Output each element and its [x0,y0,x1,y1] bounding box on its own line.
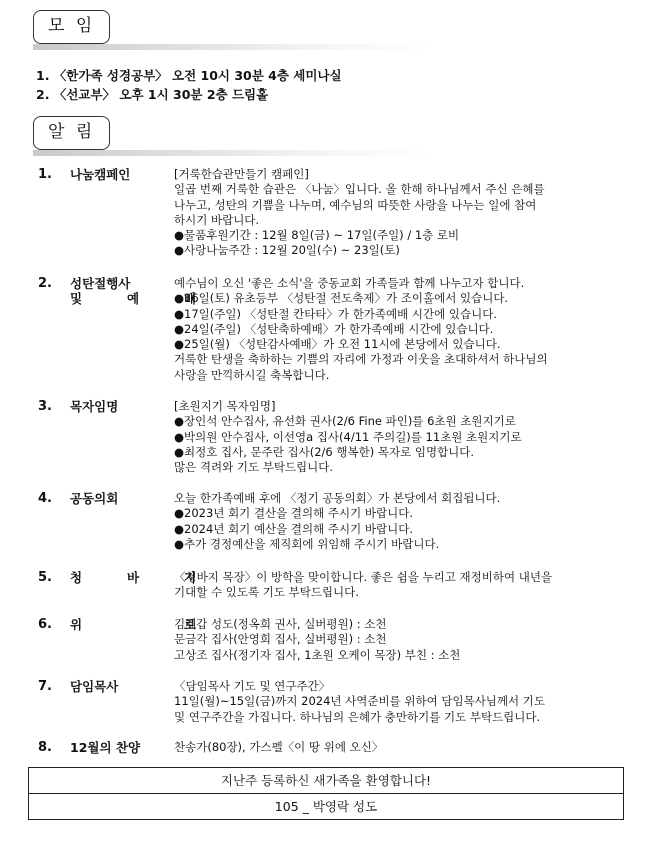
content-line: ●16일(토) 유초등부 〈성탄절 전도축제〉가 조이홀에서 있습니다. [174,291,509,306]
content-line: 〈담임목사 기도 및 연구주간〉 [174,679,331,693]
new-family-entry: 105 _ 박영락 성도 [29,793,623,819]
new-family-heading: 지난주 등록하신 새가족을 환영합니다! [220,773,432,788]
item-title-line: 성탄절행사 [70,276,131,291]
item-title [70,276,196,306]
item-title: 목자임명 [70,399,119,414]
content-line: 오늘 한가족예배 후에 〈정기 공동의회〉가 본당에서 회집됩니다. [174,491,501,505]
content-line: [거룩한습관만들기 캠페인] [174,167,309,181]
item-content [174,276,613,383]
content-line: ●물품후원기간 : 12월 8일(금) ~ 17일(주일) / 1층 로비 [174,228,460,243]
new-family-box [28,767,624,820]
content-line: ●25일(월) 〈성탄감사예배〉가 오전 11시에 본당에서 있습니다. [174,337,501,352]
item-content [174,617,613,663]
content-line: 찬송가(80장), 가스펠〈이 땅 위에 오신〉 [174,740,384,754]
content-line: 기대할 수 있도록 기도 부탁드립니다. [174,585,359,600]
content-line: [초원지기 목자임명] [174,399,276,413]
item-title: 나눔캠페인 [70,167,131,182]
content-line: 김재갑 성도(정옥희 권사, 실버평원) : 소천 [174,617,387,631]
content-line: ●박의원 안수집사, 이선영a 집사(4/11 주의길)를 11초원 초원지기로 [174,429,522,444]
content-line: 거룩한 탄생을 축하하는 기쁨의 자리에 가정과 이웃을 초대하셔서 하나님의 [174,352,548,367]
item-content [174,491,613,552]
notice-divider [33,150,433,156]
content-line: ●2023년 회기 결산을 결의해 주시기 바랍니다. [174,506,413,521]
notice-item-assembly [38,491,613,552]
item-content [174,167,613,259]
item-number: 1. [38,167,52,182]
notice-heading: 알 림 [48,122,96,142]
notice-item-condolence [38,617,613,663]
notice-item-shepherd [38,399,613,475]
meeting-list [36,66,342,104]
content-line: 및 연구주간을 가집니다. 하나님의 은혜가 충만하기를 기도 부탁드립니다. [174,709,541,724]
item-content [174,399,613,475]
content-line: 나누고, 성탄의 기쁨을 나누며, 예수님의 따뜻한 사랑을 나누는 일에 참여 [174,197,537,212]
item-content [174,570,613,601]
content-line: 〈청바지 목장〉이 방학을 맞이합니다. 좋은 쉼을 누리고 재정비하여 내년을 [174,570,553,584]
notice-item-pastor [38,679,613,725]
content-line: ●사랑나눔주간 : 12월 20일(수) ~ 23일(토) [174,243,400,258]
item-title: 청 바 지 [70,570,196,585]
item-title: 12월의 찬양 [70,740,141,755]
item-number: 7. [38,679,52,694]
item-number: 3. [38,399,52,414]
notice-item-sharing [38,167,613,259]
item-number: 5. [38,570,52,585]
content-line: 사랑을 만끽하시길 축복합니다. [174,367,330,382]
content-line: 하시기 바랍니다. [174,212,260,227]
notice-item-hymn [38,740,613,755]
content-line: 일곱 번째 거룩한 습관은 〈나눔〉입니다. 올 한해 하나님께서 주신 은혜를 [174,182,545,197]
content-line: ●장인석 안수집사, 유선화 권사(2/6 Fine 파인)를 6초원 초원지기로 [174,414,516,429]
meeting-item: 2. 〈선교부〉 오후 1시 30분 2층 드림홀 [36,87,269,102]
content-line: 예수님이 오신 '좋은 소식'을 중동교회 가족들과 함께 나누고자 합니다. [174,276,525,290]
item-title: 담임목사 [70,679,119,694]
notice-item-christmas [38,276,613,383]
meeting-item: 1. 〈한가족 성경공부〉 오전 10시 30분 4층 세미나실 [36,68,342,83]
meeting-divider [33,44,433,50]
notice-heading-tab [33,116,110,150]
content-line: ●17일(주일) 〈성탄절 칸타타〉가 한가족예배 시간에 있습니다. [174,306,497,321]
item-number: 4. [38,491,52,506]
content-line: ●2024년 회기 예산을 결의해 주시기 바랍니다. [174,521,413,536]
item-title: 공동의회 [70,491,119,506]
item-content [174,740,613,755]
content-line: ●24일(주일) 〈성탄축하예배〉가 한가족예배 시간에 있습니다. [174,321,494,336]
content-line: ●추가 경정예산을 제직회에 위임해 주시기 바랍니다. [174,536,440,551]
content-line: ●최정호 집사, 문주란 집사(2/6 행복한) 목자로 임명합니다. [174,444,475,459]
item-number: 6. [38,617,52,632]
meeting-heading: 모 임 [48,16,96,36]
meeting-heading-tab [33,10,110,44]
content-line: 11일(월)~15일(금)까지 2024년 사역준비를 위하여 담임목사님께서 기도 [174,694,546,709]
content-line: 문금각 집사(안영희 집사, 실버평원) : 소천 [174,632,387,647]
item-title: 위 로 [70,617,196,632]
content-line: 고상조 집사(정기자 집사, 1초원 오케이 목장) 부친 : 소천 [174,647,461,662]
content-line: 많은 격려와 기도 부탁드립니다. [174,460,334,475]
item-content [174,679,613,725]
item-title-line: 및 예 배 [70,291,196,306]
item-number: 8. [38,740,52,755]
notice-item-jeans [38,570,613,601]
item-number: 2. [38,276,52,291]
